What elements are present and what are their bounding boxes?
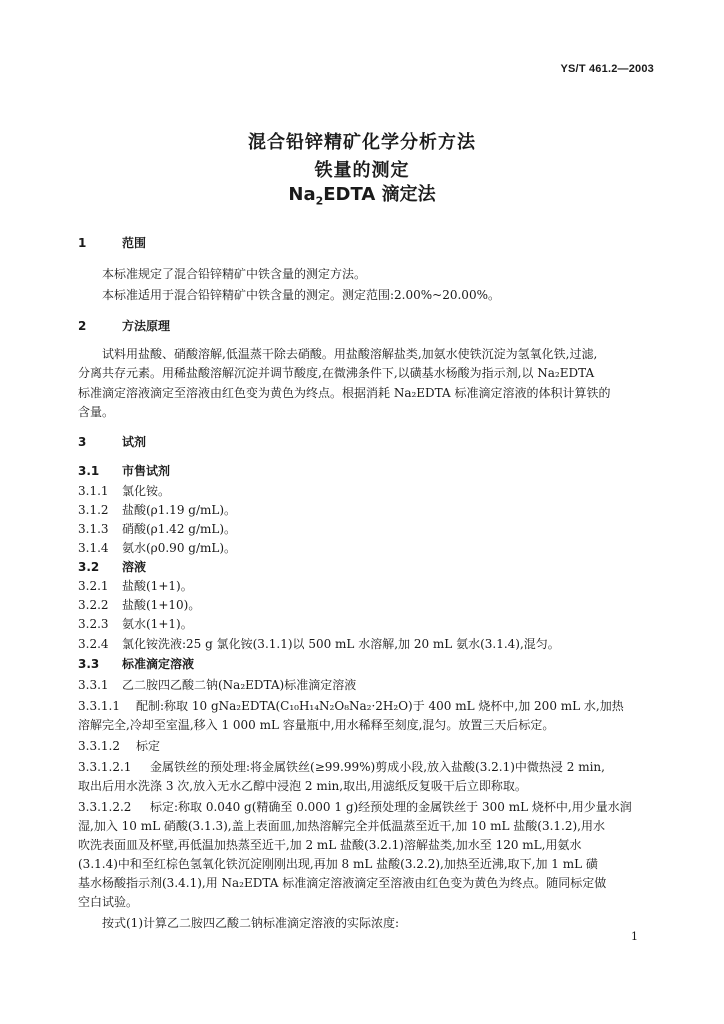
section-2-line-4: 含量。 [78, 405, 115, 419]
section-1-paragraph-1: 本标准规定了混合铅锌精矿中铁含量的测定方法。 [102, 267, 367, 281]
standard-code: YS/T 461.2—2003 [560, 63, 654, 75]
item-3-3-1-2-2-line-6: 空白试验。 [78, 895, 139, 909]
item-3-1-3: 3.1.3 硝酸(ρ1.42 g/mL)。 [78, 522, 237, 536]
item-3-1-4: 3.1.4 氨水(ρ0.90 g/mL)。 [78, 541, 237, 555]
item-3-2-1: 3.2.1 盐酸(1+1)。 [78, 579, 193, 593]
item-3-3-1-2-2-line-5: 基水杨酸指示剂(3.4.1),用 Na₂EDTA 标准滴定溶液滴定至溶液由红色变为黄色为终点。随同标定做 [78, 876, 607, 890]
section-2-line-1: 试料用盐酸、硝酸溶解,低温蒸干除去硝酸。用盐酸溶解盐类,加氨水使铁沉淀为氢氧化铁,过滤, [102, 347, 598, 361]
item-3-3-1-2-1-line-1: 3.3.1.2.1 金属铁丝的预处理:将金属铁丝(≥99.99%)剪成小段,放入盐酸(3.2.1)中微热浸 2 min, [78, 760, 605, 774]
item-3-2-4: 3.2.4 氯化铵洗液:25 g 氯化铵(3.1.1)以 500 mL 水溶解,加 20 mL 氨水(3.1.4),混匀。 [78, 637, 560, 651]
item-3-2-2: 3.2.2 盐酸(1+10)。 [78, 598, 201, 612]
section-2-line-3: 标准滴定溶液滴定至溶液由红色变为黄色为终点。根据消耗 Na₂EDTA 标准滴定溶液的体积计算铁的 [78, 386, 611, 400]
item-3-1-1: 3.1.1 氯化铵。 [78, 484, 171, 498]
item-3-3-1-2-1-line-2: 取出后用水洗涤 3 次,放入无水乙醇中浸泡 2 min,取出,用滤纸反复吸干后立即称取。 [78, 779, 527, 793]
section-2-heading: 2 方法原理 [78, 319, 171, 333]
section-1-heading: 1 范围 [78, 236, 147, 250]
section-3-3-heading: 3.3 标准滴定溶液 [78, 657, 195, 671]
section-3-1-heading: 3.1 市售试剂 [78, 464, 171, 478]
item-3-3-1-2-2-line-2: 湿,加入 10 mL 硝酸(3.1.3),盖上表面皿,加热溶解完全并低温蒸至近干,加 10 mL 盐酸(3.1.2),用水 [78, 819, 605, 833]
item-3-3-1-1-line-2: 溶解完全,冷却至室温,移入 1 000 mL 容量瓶中,用水稀释至刻度,混匀。放置三天后标定。 [78, 718, 555, 732]
document-title: 混合铅锌精矿化学分析方法 [248, 132, 476, 153]
section-3-heading: 3 试剂 [78, 435, 147, 449]
document-subtitle: 铁量的测定 [314, 160, 410, 181]
item-3-3-1-2-2-line-4: (3.1.4)中和至红棕色氢氧化铁沉淀刚刚出现,再加 8 mL 盐酸(3.2.2),加热至近沸,取下,加 1 mL 磺 [78, 857, 598, 871]
item-3-3-1-2-2-line-3: 吹洗表面皿及杯壁,再低温加热蒸至近干,加 2 mL 盐酸(3.2.1)溶解盐类,加水至 120 mL,用氨水 [78, 838, 582, 852]
item-3-3-1-2-2-line-1: 3.3.1.2.2 标定:称取 0.040 g(精确至 0.000 1 g)经预处理的金属铁丝于 300 mL 烧杯中,用少量水润 [78, 800, 632, 814]
section-1-paragraph-2: 本标准适用于混合铅锌精矿中铁含量的测定。测定范围:2.00%~20.00%。 [102, 288, 500, 302]
item-3-3-1: 3.3.1 乙二胺四乙酸二钠(Na₂EDTA)标准滴定溶液 [78, 678, 357, 692]
section-3-2-heading: 3.2 溶液 [78, 560, 147, 574]
method-title: $Na_2EDTA$ 滴定法 [288, 184, 436, 208]
item-3-3-1-2: 3.3.1.2 标定 [78, 739, 161, 753]
item-3-1-2: 3.1.2 盐酸(ρ1.19 g/mL)。 [78, 503, 237, 517]
page-number: 1 [631, 930, 638, 943]
formula-intro: 按式(1)计算乙二胺四乙酸二钠标准滴定溶液的实际浓度: [102, 916, 400, 930]
item-3-2-3: 3.2.3 氨水(1+1)。 [78, 617, 193, 631]
item-3-3-1-1-line-1: 3.3.1.1 配制:称取 10 gNa₂EDTA(C₁₀H₁₄N₂O₈Na₂·2H₂O)于 400 mL 烧杯中,加 200 mL 水,加热 [78, 699, 624, 713]
section-2-line-2: 分离共存元素。用稀盐酸溶解沉淀并调节酸度,在微沸条件下,以磺基水杨酸为指示剂,以 Na₂EDTA [78, 366, 595, 380]
